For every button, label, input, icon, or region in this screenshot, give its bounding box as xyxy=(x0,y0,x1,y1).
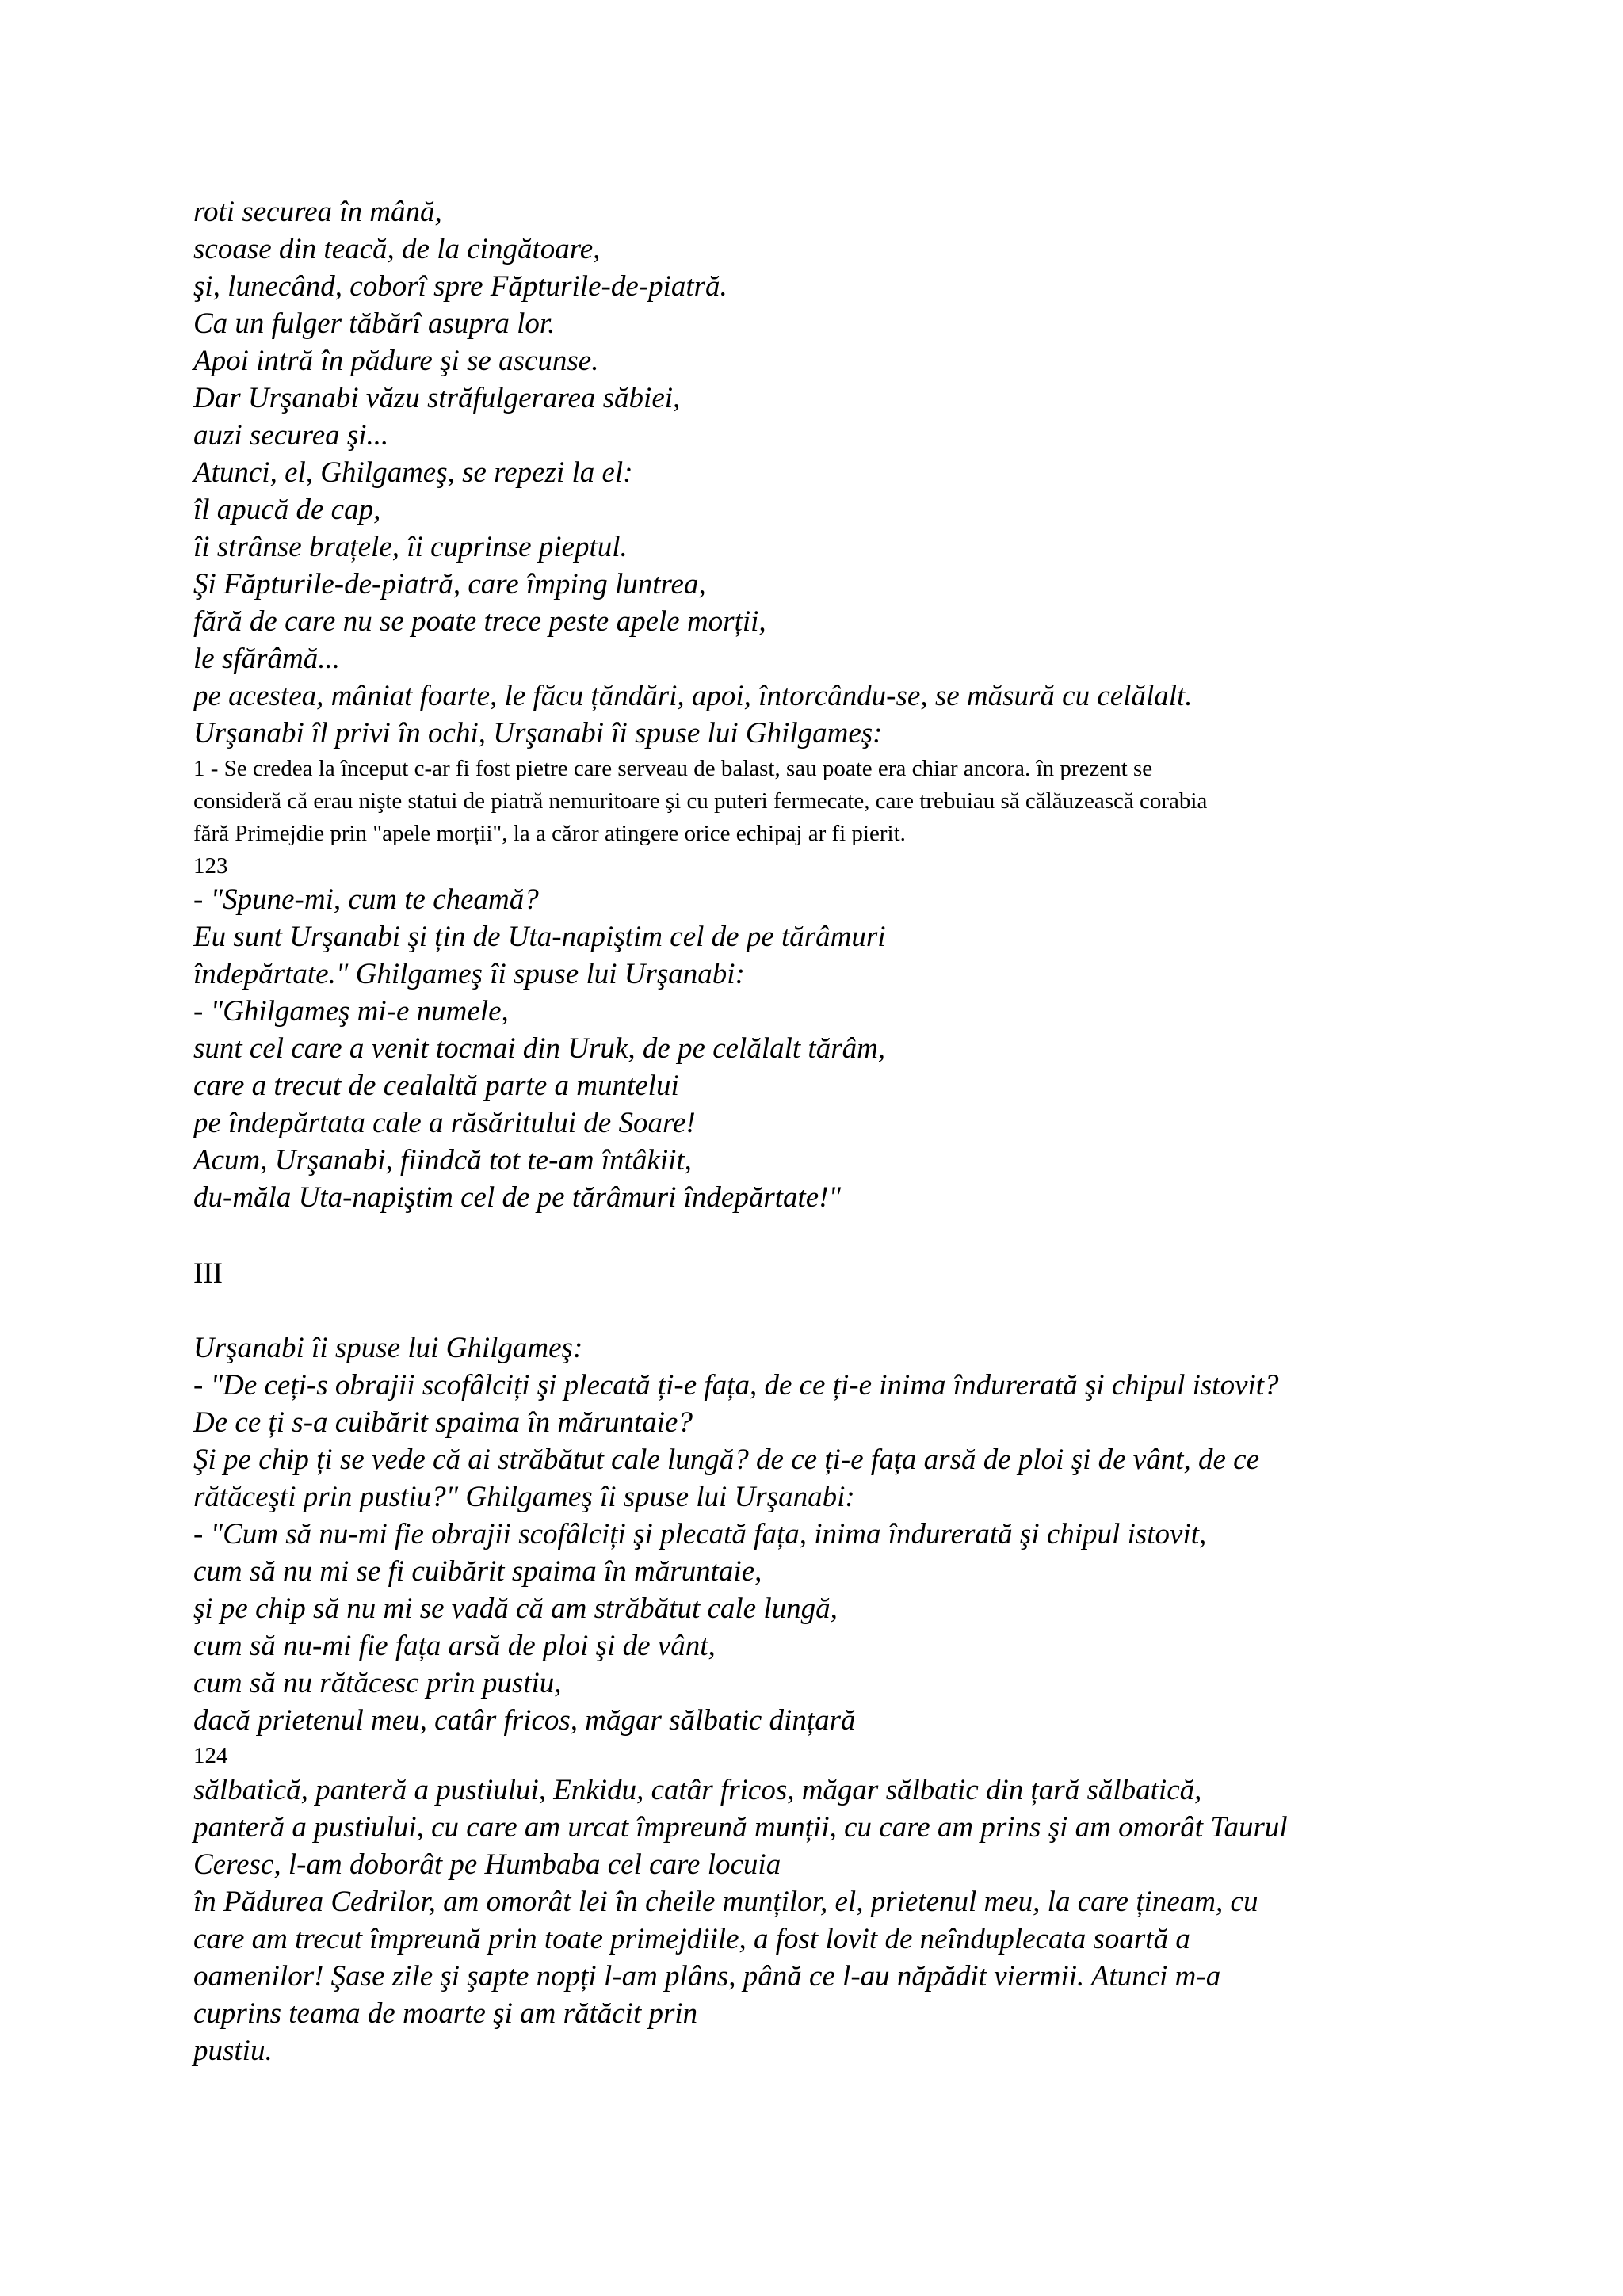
verse-line: cum să nu-mi fie fața arsă de ploi şi de vânt, xyxy=(193,1630,716,1662)
footnote-line: fără Primejdie prin "apele morții", la a căror atingere orice echipaj ar fi pierit. xyxy=(193,821,906,846)
verse-line: pe acestea, mâniat foarte, le făcu țăndări, apoi, întorcându-se, se măsură cu celălalt. xyxy=(193,680,1193,712)
verse-line: cum să nu rătăcesc prin pustiu, xyxy=(193,1667,562,1699)
verse-line: Şi pe chip ți se vede că ai străbătut cale lungă? de ce ți-e fața arsă de ploi şi de vânt, de ce xyxy=(193,1444,1260,1476)
verse-line: rătăceşti prin pustiu?" Ghilgameş îi spuse lui Urşanabi: xyxy=(193,1481,855,1513)
verse-line: cuprins teama de moarte şi am rătăcit prin xyxy=(193,1997,698,2030)
verse-line: sunt cel care a venit tocmai din Uruk, de pe celălalt tărâm, xyxy=(193,1032,886,1065)
verse-line: cum să nu mi se fi cuibărit spaima în măruntaie, xyxy=(193,1555,762,1588)
verse-line: Dar Urşanabi văzu străfulgerarea săbiei, xyxy=(193,382,681,414)
verse-line: care a trecut de cealaltă parte a muntelui xyxy=(193,1070,679,1102)
verse-line: Ca un fulger tăbărî asupra lor. xyxy=(193,307,556,340)
verse-line: dacă prietenul meu, catâr fricos, măgar sălbatic dințară xyxy=(193,1704,856,1737)
verse-line: auzi securea şi... xyxy=(193,419,389,452)
verse-line: du-măla Uta-napiştim cel de pe tărâmuri îndepărtate!" xyxy=(193,1181,842,1214)
verse-line: oamenilor! Şase zile şi şapte nopți l-am plâns, până ce l-au năpădit viermii. Atunci m-a xyxy=(193,1960,1221,1993)
verse-line: Atunci, el, Ghilgameş, se repezi la el: xyxy=(193,456,633,489)
verse-line: Acum, Urşanabi, fiindcă tot te-am întâkiit, xyxy=(193,1144,692,1177)
verse-line: îl apucă de cap, xyxy=(193,494,381,526)
verse-line: Eu sunt Urşanabi şi țin de Uta-napiştim cel de pe tărâmuri xyxy=(193,921,886,953)
verse-line: le sfărâmă... xyxy=(193,643,340,675)
verse-line: Apoi intră în pădure şi se ascunse. xyxy=(193,345,599,377)
verse-line: fără de care nu se poate trece peste apele morții, xyxy=(193,605,766,638)
verse-line: şi, lunecând, coborî spre Făpturile-de-piatră. xyxy=(193,270,727,303)
verse-line: pe îndepărtata cale a răsăritului de Soare! xyxy=(193,1107,696,1139)
verse-line: Urşanabi îi spuse lui Ghilgameş: xyxy=(193,1332,583,1364)
verse-line: Şi Făpturile-de-piatră, care împing luntrea, xyxy=(193,568,706,601)
verse-line: Urşanabi îl privi în ochi, Urşanabi îi spuse lui Ghilgameş: xyxy=(193,717,883,749)
footnote-line: consideră că erau nişte statui de piatră nemuritoare şi cu puteri fermecate, care trebuiau să călăuzească corabia xyxy=(193,788,1208,814)
verse-line: De ce ți s-a cuibărit spaima în măruntaie? xyxy=(193,1406,693,1439)
verse-line: Ceresc, l-am doborât pe Humbaba cel care locuia xyxy=(193,1848,781,1881)
verse-line: - "De ceți-s obrajii scofâlciți şi plecată ți-e fața, de ce ți-e inima îndurerată şi chipul istovit? xyxy=(193,1369,1279,1402)
verse-line: scoase din teacă, de la cingătoare, xyxy=(193,233,601,265)
verse-line: în Pădurea Cedrilor, am omorât lei în cheile munților, el, prietenul meu, la care țineam, cu xyxy=(193,1886,1258,1918)
verse-line: - "Ghilgameş mi-e numele, xyxy=(193,995,509,1028)
verse-line: panteră a pustiului, cu care am urcat împreună munții, cu care am prins şi am omorât Taurul xyxy=(193,1811,1288,1844)
verse-line: - "Cum să nu-mi fie obrajii scofâlciți şi plecată fața, inima îndurerată şi chipul istovit, xyxy=(193,1518,1207,1550)
verse-line: şi pe chip să nu mi se vadă că am străbătut cale lungă, xyxy=(193,1592,838,1625)
verse-line: care am trecut împreună prin toate primejdiile, a fost lovit de neînduplecata soartă a xyxy=(193,1923,1190,1955)
verse-line: sălbatică, panteră a pustiului, Enkidu, catâr fricos, măgar sălbatic din țară sălbatică, xyxy=(193,1774,1202,1806)
footnote-line: 1 - Se credea la început c-ar fi fost pietre care serveau de balast, sau poate era chiar ancora. în prezent se xyxy=(193,756,1153,781)
verse-line: îndepărtate." Ghilgameş îi spuse lui Urşanabi: xyxy=(193,958,745,990)
verse-line: pustiu. xyxy=(193,2035,273,2067)
verse-line: - "Spune-mi, cum te cheamă? xyxy=(193,883,539,916)
page-number: 123 xyxy=(193,853,228,879)
page-number: 124 xyxy=(193,1743,228,1768)
section-heading: III xyxy=(193,1257,223,1290)
verse-line: roti securea în mână, xyxy=(193,196,442,228)
verse-line: îi strânse brațele, îi cuprinse pieptul. xyxy=(193,531,628,563)
